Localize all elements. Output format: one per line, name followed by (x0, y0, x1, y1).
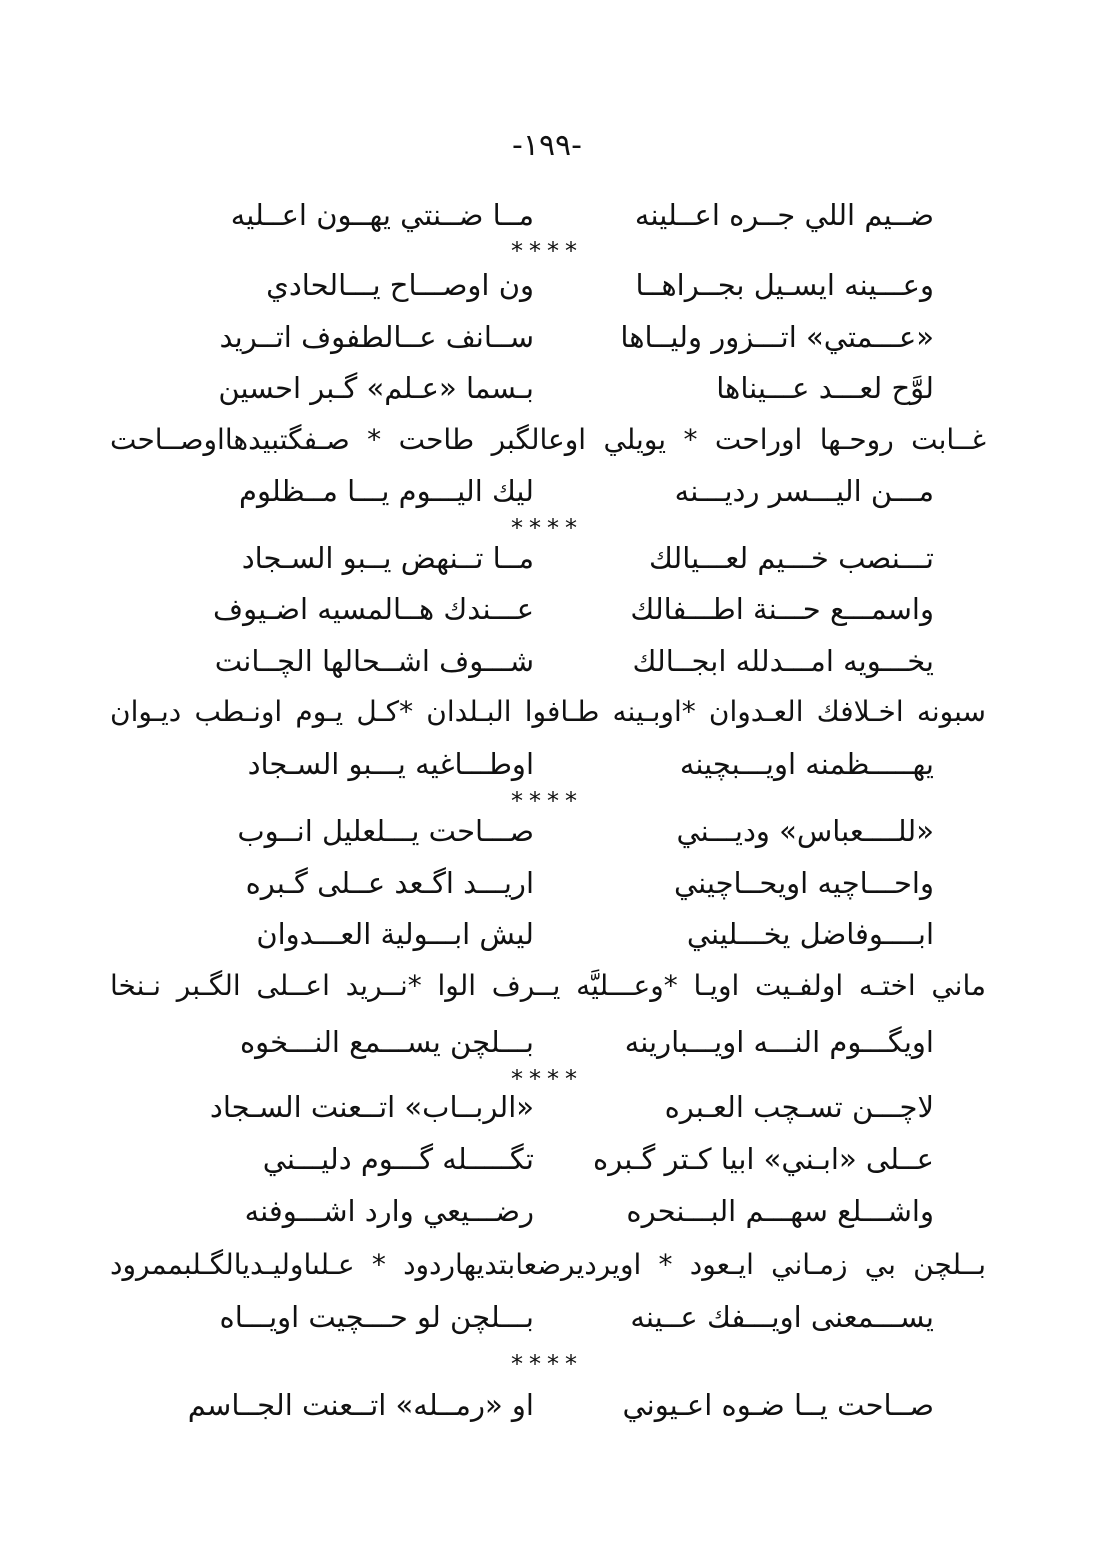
refrain-line: بــلچن بي زمـاني ايـعود * اويرديرضعابتديهاردود * عـلىاوليـديالگـلبممرود (110, 1248, 986, 1281)
verse-first-hemistich: رضـــيعي وارد اشـــوفنه (244, 1194, 534, 1228)
stanza-separator: **** (511, 787, 583, 815)
verse-first-hemistich: عـــندك هــالمسيه اضـيوف (213, 592, 534, 626)
verse-second-hemistich: «عـــمتي» اتـــزور وليــاها (620, 320, 934, 354)
verse-first-hemistich: «الربــاب» اتــعنت السـجاد (209, 1090, 534, 1124)
verse-first-hemistich: مــا تــنهض يــبو السـجاد (241, 541, 534, 575)
verse-first-hemistich: ســانف عــالطفوف اتــريد (219, 320, 534, 354)
stanza-separator: **** (511, 1065, 583, 1093)
verse-second-hemistich: لوَّح لعـــد عـــيناها (716, 371, 934, 405)
verse-second-hemistich: لاچـــن تسـچب العـبره (664, 1090, 934, 1124)
verse-second-hemistich: عــلى «ابـني» ابيا كـتر گـبره (593, 1142, 934, 1176)
verse-second-hemistich: ضــيم اللي جــره اعــلينه (634, 198, 934, 232)
verse-first-hemistich: مــا ضــنتي يهــون اعــليه (230, 198, 534, 232)
verse-first-hemistich: اريـــد اگـعد عــلى گـبره (245, 866, 534, 900)
verse-second-hemistich: واسمـــع حـــنة اطـــفالك (630, 592, 934, 626)
verse-first-hemistich: شـــوف اشــحالها الچــانت (214, 644, 534, 678)
verse-second-hemistich: وعـــينه ايسـيل بجــراهــا (635, 268, 934, 302)
verse-first-hemistich: بـسما «عـلم» گـبر احسين (218, 371, 534, 405)
verse-first-hemistich: اوطـــاغيه يـــبو السـجاد (247, 747, 534, 781)
verse-second-hemistich: صــاحت يــا ضـوه اعـيوني (622, 1388, 934, 1422)
verse-second-hemistich: مـــن اليـــسر رديـــنه (674, 474, 934, 508)
verse-second-hemistich: واحـــاچيه اويحــاچيني (673, 866, 934, 900)
verse-first-hemistich: ليك اليـــوم يـــا مــظلوم (239, 474, 534, 508)
verse-first-hemistich: ليش ابـــولية العـــدوان (256, 917, 534, 951)
verse-first-hemistich: صـــاحت يـــلعليل انــوب (237, 814, 534, 848)
refrain-line: سبونه اخـلافك العـدوان *اوبـينه طـافوا البـلدان *كـل يـوم اونـطب ديـوان (110, 695, 986, 728)
verse-second-hemistich: «للــــعباس» وديـــني (676, 814, 934, 848)
verse-second-hemistich: اويگـــوم النـــه اويـــبارينه (624, 1025, 934, 1059)
stanza-separator: **** (511, 514, 583, 542)
verse-first-hemistich: او «رمــله» اتــعنت الجــاسم (187, 1388, 534, 1422)
verse-second-hemistich: تـــنصب خـــيم لعـــيالك (648, 541, 934, 575)
verse-first-hemistich: ون اوصـــاح يـــالحادي (266, 268, 534, 302)
verse-second-hemistich: يهـــــظمنه اويـــبچينه (679, 747, 934, 781)
verse-first-hemistich: تگـــــله گـــوم دليـــني (262, 1142, 534, 1176)
stanza-separator: **** (511, 1350, 583, 1378)
stanza-separator: **** (511, 237, 583, 265)
verse-second-hemistich: ابــــوفاضل يخـــليني (686, 917, 934, 951)
verse-second-hemistich: يخـــويه امـــدلله ابجــالك (632, 644, 934, 678)
refrain-line: ماني اختـه اولفـيت اويـا *وعـــليَّه يــرف الوا *نــريد اعــلى الگـبر نـنخا (110, 969, 986, 1002)
refrain-line: غــابت روحـها اوراحت * يويلي اوعالگبر طاحت * صـفگتبيدهااوصــاحت (110, 423, 986, 456)
verse-first-hemistich: بـــلچن يســـمع النـــخوه (239, 1025, 534, 1059)
verse-second-hemistich: واشـــلع سهـــم البـــنحره (626, 1194, 934, 1228)
verse-second-hemistich: يســـمعنى اويـــفك عــينه (630, 1300, 934, 1334)
page-number: -١٩٩- (512, 128, 582, 163)
verse-first-hemistich: بـــلچن لو حـــچيت اويـــاه (219, 1300, 534, 1334)
